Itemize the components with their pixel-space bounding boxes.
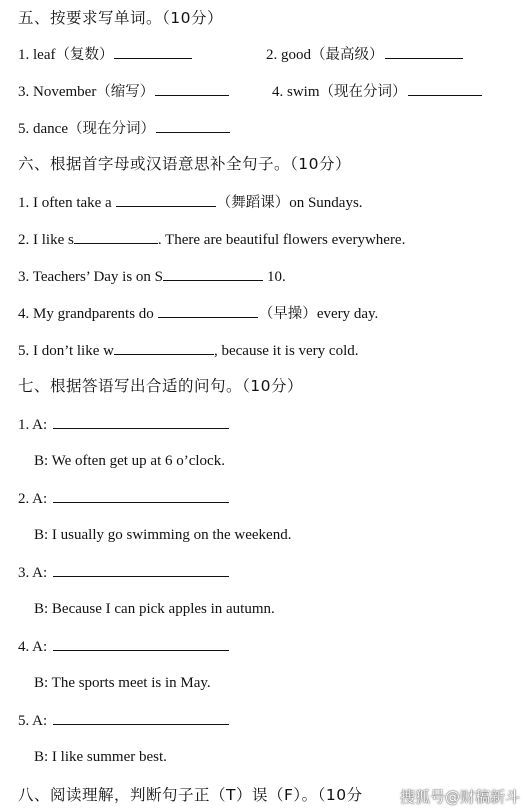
question-hint: （早操） [258,306,317,322]
question-word: dance [33,121,68,137]
sentence-start: 3. Teachers’ Day is on S [18,269,164,285]
answer-blank[interactable] [116,192,216,207]
question-word: November [33,84,97,100]
speaker-b-answer: B: I usually go swimming on the weekend. [34,527,292,543]
answer-blank[interactable] [53,636,229,651]
answer-blank[interactable] [53,562,229,577]
question-word: good [281,47,311,63]
speaker-a-label: 4. A: [18,639,48,655]
question-number: 3. [18,84,30,100]
question-word: leaf [33,47,56,63]
question-hint: （最高级） [311,47,384,63]
question-5-1 [18,44,193,65]
answer-blank[interactable] [114,44,192,59]
section-8-title: 八、阅读理解，判断句子正（T）误（F）。（10分 [18,786,363,804]
speaker-b-answer: B: I like summer best. [34,749,167,765]
sentence-end: 10. [267,269,286,285]
answer-blank[interactable] [53,488,229,503]
section-5-title: 五、按要求写单词。（10分） [18,9,223,27]
question-hint: （舞蹈课） [216,195,290,211]
answer-blank[interactable] [53,710,229,725]
sentence-end: , because it is very cold. [213,343,359,359]
question-hint: （现在分词） [67,121,155,137]
question-5-2 [266,44,464,65]
answer-blank[interactable] [385,44,463,59]
sentence-start: 2. I like s [18,232,74,248]
answer-blank[interactable] [163,266,263,281]
question-5-4 [272,81,483,102]
answer-blank[interactable] [155,81,229,96]
question-number: 2. [266,47,278,63]
sentence-end: . There are beautiful flowers everywhere. [157,232,406,248]
watermark: 搜狐号@财稿新斗 [399,788,520,806]
sentence-start: 1. I often take a [18,195,112,211]
question-number: 1. [18,47,30,63]
question-5-3 [18,81,230,102]
question-word: swim [287,84,320,100]
sentence-start: 4. My grandparents do [18,306,154,322]
speaker-a-label: 2. A: [18,491,48,507]
speaker-a-label: 1. A: [18,417,48,433]
question-hint: （现在分词） [319,84,407,100]
speaker-a-label: 5. A: [18,713,48,729]
answer-blank[interactable] [53,414,229,429]
answer-blank[interactable] [158,303,258,318]
sentence-end: every day. [316,306,379,322]
speaker-b-answer: B: Because I can pick apples in autumn. [34,601,275,617]
section-7-title: 七、根据答语写出合适的问句。（10分） [18,377,303,395]
speaker-a-label: 3. A: [18,565,48,581]
question-hint: （复数） [55,47,114,63]
answer-blank[interactable] [156,118,230,133]
answer-blank[interactable] [408,81,482,96]
sentence-start: 5. I don’t like w [18,343,114,359]
sentence-end: on Sundays. [289,195,363,211]
speaker-b-answer: B: The sports meet is in May. [34,675,211,691]
question-hint: （缩写） [96,84,155,100]
speaker-b-answer: B: We often get up at 6 o’clock. [34,453,225,469]
section-6-title: 六、根据首字母或汉语意思补全句子。（10分） [18,155,351,173]
question-number: 5. [18,121,30,137]
question-number: 4. [272,84,284,100]
answer-blank[interactable] [114,340,214,355]
question-5-5 [18,118,231,139]
answer-blank[interactable] [74,229,158,244]
